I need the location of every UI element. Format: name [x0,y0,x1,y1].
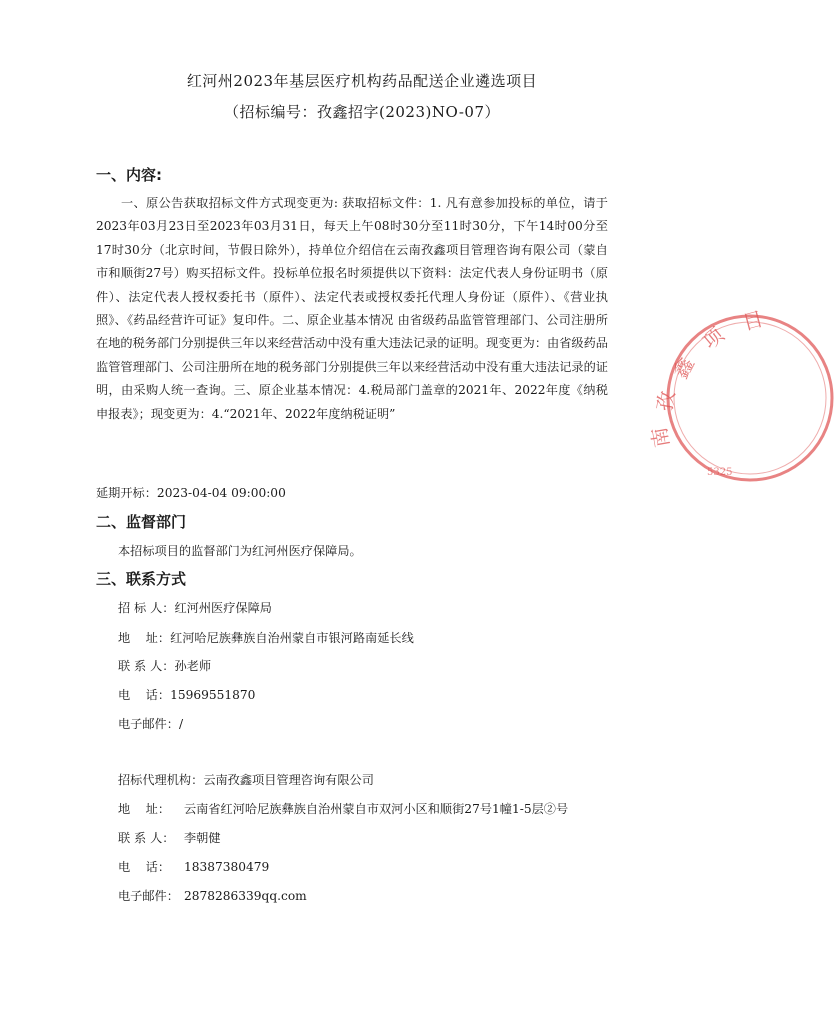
company-seal [646,300,785,490]
tenderer-org-label: 招 标 人： [118,601,175,615]
deadline-text: 延期开标：2023-04-04 09:00:00 [96,486,286,500]
agency-org-value: 云南孜鑫项目管理咨询有限公司 [203,773,374,787]
svg-text:目: 目 [740,306,766,335]
tenderer-email-row [118,715,183,732]
tenderer-email-value: / [178,717,184,731]
section3-heading: 三、联系方式 [96,570,187,588]
agency-org-label: 招标代理机构： [118,773,204,787]
section2-body: 本招标项目的监督部门为红河州医疗保障局。 [118,544,362,558]
tenderer-contact-label: 联 系 人： [118,659,175,673]
svg-text:鑫: 鑫 [668,353,699,383]
tenderer-phone-row [118,686,255,703]
agency-address-row [118,800,568,817]
section2-heading: 二、监督部门 [96,513,187,531]
tenderer-address-row [118,629,414,646]
agency-phone-value: 18387380479 [184,860,270,874]
svg-text:项: 项 [697,322,729,354]
agency-contact-row [118,829,221,846]
agency-email-label: 电子邮件： [118,889,179,903]
tenderer-contact-value: 孙老师 [174,659,212,673]
agency-org-row [118,771,374,788]
agency-address-value: 云南省红河哈尼族彝族自治州蒙自市双河小区和顺街27号1幢1-5层②号 [184,802,569,816]
agency-address-label: 地 址： [118,802,171,816]
agency-email-value: 2878286339qq.com [184,889,307,903]
tenderer-org-row [118,599,272,616]
tenderer-address-label: 地 址： [118,631,171,645]
document-title: 红河州2023年基层医疗机构药品配送企业遴选项目 [186,72,538,90]
agency-phone-row [118,858,269,875]
tenderer-contact-row [118,657,211,674]
agency-phone-label: 电 话： [118,860,171,874]
tenderer-address-value: 红河哈尼族彝族自治州蒙自市银河路南延长线 [170,631,414,645]
tenderer-phone-label: 电 话： [118,688,171,702]
tenderer-org-value: 红河州医疗保障局 [174,601,272,615]
tenderer-phone-value: 15969551870 [170,688,256,702]
agency-contact-value: 李朝健 [184,831,221,845]
agency-email-row [118,887,307,904]
section1-heading: 一、内容: [96,166,162,184]
document-subtitle: （招标编号：孜鑫招字(2023)NO-07） [223,103,500,121]
seal-number: 5325 [707,467,733,478]
svg-text:孜: 孜 [652,389,680,413]
seal-stamp-icon [646,300,835,490]
section1-body: 一、原公告获取招标文件方式现变更为: 获取招标文件：1. 凡有意参加投标的单位，请于2023年03月23日至2023年03月31日，每天上午08时30分至11时30分，下午14时00分至17时30分（北京时间，节假日除外），持单位介绍信在云南孜鑫项目管理咨询有限公司（蒙自市和顺街27号）购买招标文件。投标单位报名时须提供以下资料：法定代表人身份证明书（原件）、法定代表人授权委托书（原件）、法定代表或授权委托代理人身份证（原件）、《营业执照》、《药品经营许可证》复印件。二、原企业基本情况 由省级药品监管管理部门、公司注册所在地的税务部门分别提供三年以来经营活动中没有重大违法记录的证明。现变更为：由省级药品监管管理部门、公司注册所在地的税务部门分别提供三年以来经营活动中没有重大违法记录的证明，由采购人统一查询。三、原企业基本情况：4.税局部门盖章的2021年、2022年度《纳税申报表》；现变更为：4.“2021年、2022年度纳税证明” [96,196,608,421]
tenderer-email-label: 电子邮件： [118,717,179,731]
svg-text:南: 南 [646,425,674,450]
agency-contact-label: 联 系 人： [118,831,175,845]
